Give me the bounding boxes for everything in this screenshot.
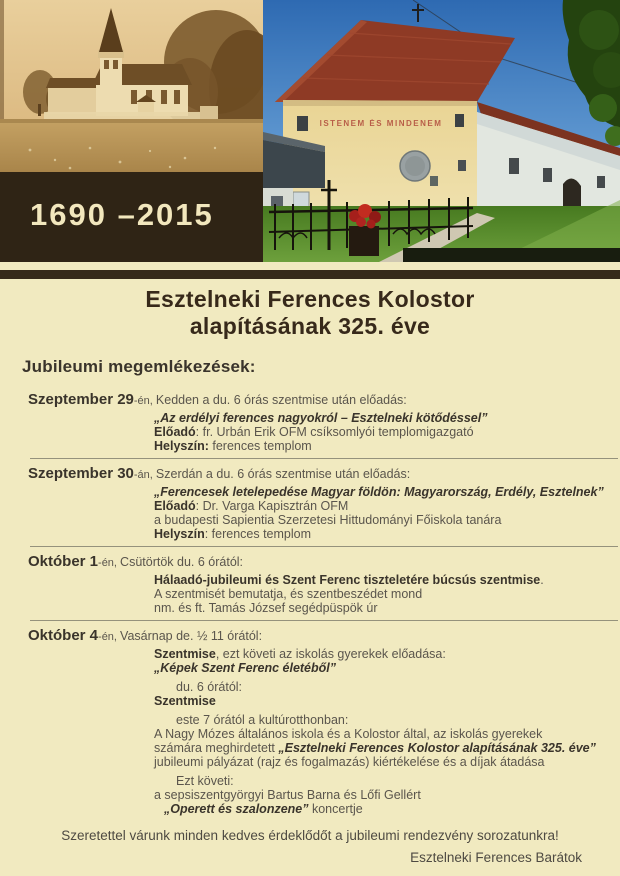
event-date-line — [28, 553, 620, 571]
event-text-segment: : Dr. Varga Kapisztrán OFM — [195, 499, 349, 513]
event-block — [0, 627, 620, 816]
section-heading: Jubileumi megemlékezések: — [22, 357, 256, 376]
event-text-segment: „Operett és szalonzene” — [164, 802, 309, 816]
event-text-segment: „Képek Szent Ferenc életéből” — [154, 661, 337, 675]
photo-strip — [0, 0, 620, 262]
event-line — [154, 694, 620, 708]
event-line — [154, 755, 620, 769]
event-intro: Csütörtök du. 6 órától: — [120, 555, 244, 569]
event-text-segment: Helyszín — [154, 527, 205, 541]
years-label: 1690 –2015 — [30, 197, 214, 232]
years-band — [0, 172, 263, 262]
event-line — [154, 741, 620, 755]
window — [458, 160, 466, 171]
event-line — [154, 788, 620, 802]
event-text-segment: a sepsiszentgyörgyi Bartus Barna és Lőfi Gellért — [154, 788, 421, 802]
event-text-segment: számára meghirdetett — [154, 741, 279, 755]
event-date-suffix: -án, — [133, 469, 156, 481]
old-church-photo — [0, 0, 263, 262]
event-line — [154, 527, 620, 541]
event-text-segment: koncertje — [308, 802, 363, 816]
window — [297, 116, 308, 131]
event-text-segment: : fr. Urbán Erik OFM csíksomlyói templomigazgató — [195, 425, 474, 439]
event-date-suffix: -én, — [98, 557, 121, 569]
event-text-segment: nm. és ft. Tamás József segédpüspök úr — [154, 601, 378, 615]
monastery-illustration — [263, 0, 620, 262]
event-date-line — [28, 465, 620, 483]
events-list — [0, 391, 620, 816]
event-divider — [30, 546, 618, 547]
event-text-segment: Szentmise — [154, 647, 216, 661]
event-text-segment: A szentmisét bemutatja, és szentbeszédet mond — [154, 587, 423, 601]
event-line — [154, 425, 620, 439]
event-text-segment: Ezt követi: — [176, 774, 234, 788]
monastery-photo — [263, 0, 620, 262]
event-intro: Vasárnap de. ½ 11 órától: — [120, 629, 263, 643]
event-text-segment: jubileumi pályázat (rajz és fogalmazás) kiértékelése és a díjak átadása — [154, 755, 545, 769]
event-date-line — [28, 391, 620, 409]
window — [455, 114, 464, 127]
flower-planter — [349, 204, 381, 256]
churchyard-wall — [44, 112, 204, 119]
event-block — [0, 391, 620, 453]
event-line — [154, 647, 620, 661]
event-divider — [30, 620, 618, 621]
event-line — [154, 727, 620, 741]
event-line — [176, 774, 620, 788]
event-intro: Szerdán a du. 6 órás szentmise után előadás: — [155, 467, 411, 481]
event-line — [154, 573, 620, 587]
event-text-segment: A Nagy Mózes általános iskola és a Kolostor által, az iskolás gyerekek — [154, 727, 543, 741]
event-line — [164, 802, 620, 816]
event-text-segment: a budapesti Sapientia Szerzetesi Hittudományi Főiskola tanára — [154, 513, 502, 527]
event-text-segment: : ferences templom — [204, 527, 312, 541]
event-line — [154, 601, 620, 615]
event-line — [154, 513, 620, 527]
event-line — [154, 499, 620, 513]
event-line — [176, 680, 620, 694]
event-text-segment: . — [540, 573, 544, 587]
event-line — [154, 661, 620, 675]
event-text-segment: du. 6 órától: — [176, 680, 243, 694]
event-text-segment: „Esztelneki Ferences Kolostor alapításának 325. éve” — [278, 741, 596, 755]
event-text-segment: , ezt követi az iskolás gyerekek előadása: — [215, 647, 446, 661]
poster-body — [0, 279, 620, 865]
event-block — [0, 465, 620, 541]
old-church-illustration — [0, 0, 263, 172]
event-block — [0, 553, 620, 615]
event-text-segment: ferences templom — [208, 439, 312, 453]
meadow — [0, 119, 263, 172]
event-text-segment: „Az erdélyi ferences nagyokról – Esztelneki kötődéssel” — [154, 411, 488, 425]
event-text-segment: „Ferencesek letelepedése Magyar földön: Magyarország, Erdély, Esztelnek” — [154, 485, 604, 499]
event-date-suffix: -én, — [133, 395, 156, 407]
event-date-suffix: -én, — [98, 631, 121, 643]
closing-line: Szeretettel várunk minden kedves érdeklődőt a jubileumi rendezvény sorozatunkra! — [61, 828, 559, 843]
event-text-segment: este 7 órától a kultúrotthonban: — [176, 713, 349, 727]
plaque — [430, 176, 438, 186]
event-date: Október 4 — [28, 627, 99, 644]
event-text-segment: Szentmise — [154, 694, 216, 708]
event-text-segment: Előadó — [154, 499, 196, 513]
event-text-segment: Helyszín: — [154, 439, 209, 453]
event-line — [176, 713, 620, 727]
monastery-wing — [48, 88, 98, 114]
event-intro: Kedden a du. 6 órás szentmise után előadás: — [155, 393, 407, 407]
event-date: Szeptember 30 — [28, 465, 134, 482]
event-date: Október 1 — [28, 553, 99, 570]
cream-gap — [0, 262, 620, 270]
event-divider — [30, 458, 618, 459]
event-date: Szeptember 29 — [28, 391, 134, 408]
hedge-shadow — [403, 248, 620, 262]
divider-bar — [0, 270, 620, 279]
wall-inscription: ISTENEM ÉS MINDENEM — [319, 119, 443, 128]
signature-line: Esztelneki Ferences Barátok — [410, 850, 582, 865]
title-line-1: Esztelneki Ferences Kolostor — [145, 286, 475, 312]
event-text-segment: Hálaadó-jubileumi és Szent Ferenc tiszteletére búcsús szentmise — [154, 573, 541, 587]
event-text-segment: Előadó — [154, 425, 196, 439]
title-line-2: alapításának 325. éve — [189, 313, 431, 339]
poster-title — [0, 286, 620, 340]
event-line — [154, 587, 620, 601]
event-date-line — [28, 627, 620, 645]
event-line — [154, 411, 620, 425]
event-line — [154, 439, 620, 453]
event-line — [154, 485, 620, 499]
